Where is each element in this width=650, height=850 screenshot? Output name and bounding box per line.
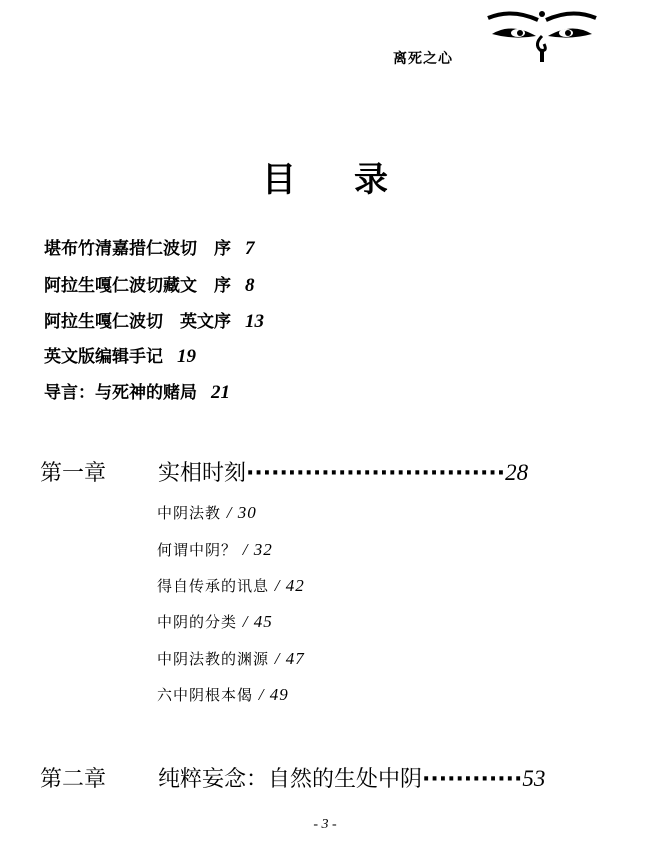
section-label: 中阴法教 [157, 504, 222, 522]
title-char-2: 录 [354, 160, 388, 200]
section-label: 得自传承的讯息 [157, 577, 270, 595]
chapter-number: 第一章 [40, 461, 107, 486]
running-head: 离死之心 [393, 51, 453, 67]
toc-entry-label: 英文版编辑手记 [44, 347, 163, 367]
section-label: 中阴法教的渊源 [157, 650, 270, 668]
toc-chapter-2[interactable] [40, 762, 545, 793]
toc-entry-label: 阿拉生嘎仁波切 英文序 [44, 312, 231, 332]
toc-entry-page: 7 [245, 238, 255, 259]
toc-section[interactable] [157, 539, 273, 560]
page-title [0, 152, 650, 201]
title-char-1: 目 [262, 160, 296, 200]
chapter-page: 28 [505, 460, 529, 485]
dot-leader: ············ [422, 767, 523, 792]
toc-front-entry[interactable] [44, 342, 196, 368]
toc-entry-label: 阿拉生嘎仁波切藏文 序 [44, 276, 231, 296]
toc-section[interactable] [157, 684, 289, 705]
section-page: / 49 [258, 685, 289, 704]
toc-section[interactable] [157, 611, 273, 632]
buddha-eyes-icon [482, 6, 602, 66]
section-page: / 47 [274, 649, 305, 668]
chapter-title: 纯粹妄念：自然的生处中阴 [158, 767, 423, 792]
toc-front-entry[interactable] [44, 307, 264, 333]
toc-chapter-1[interactable] [40, 456, 528, 487]
section-label: 何谓中阴？ [157, 541, 238, 559]
toc-front-entry[interactable] [44, 378, 230, 404]
toc-entry-page: 21 [211, 382, 230, 403]
toc-entry-label: 堪布竹清嘉措仁波切 序 [44, 239, 231, 259]
toc-entry-label: 导言：与死神的赌局 [44, 383, 197, 403]
section-label: 六中阴根本偈 [157, 686, 254, 704]
toc-entry-page: 13 [245, 311, 264, 332]
toc-front-entry[interactable] [44, 234, 255, 260]
section-page: / 45 [242, 612, 273, 631]
dot-leader: ······························· [246, 461, 506, 486]
section-page: / 32 [242, 540, 273, 559]
section-label: 中阴的分类 [157, 613, 238, 631]
toc-entry-page: 8 [245, 275, 255, 296]
toc-section[interactable] [157, 648, 305, 669]
chapter-page: 53 [522, 766, 546, 791]
toc-section[interactable] [157, 575, 305, 596]
section-page: / 30 [226, 503, 257, 522]
section-page: / 42 [274, 576, 305, 595]
toc-entry-page: 19 [177, 346, 196, 367]
chapter-title: 实相时刻 [158, 461, 247, 486]
toc-front-entry[interactable] [44, 271, 255, 297]
chapter-number: 第二章 [40, 767, 107, 792]
toc-section[interactable] [157, 502, 257, 523]
page-number: - 3 - [313, 817, 337, 832]
